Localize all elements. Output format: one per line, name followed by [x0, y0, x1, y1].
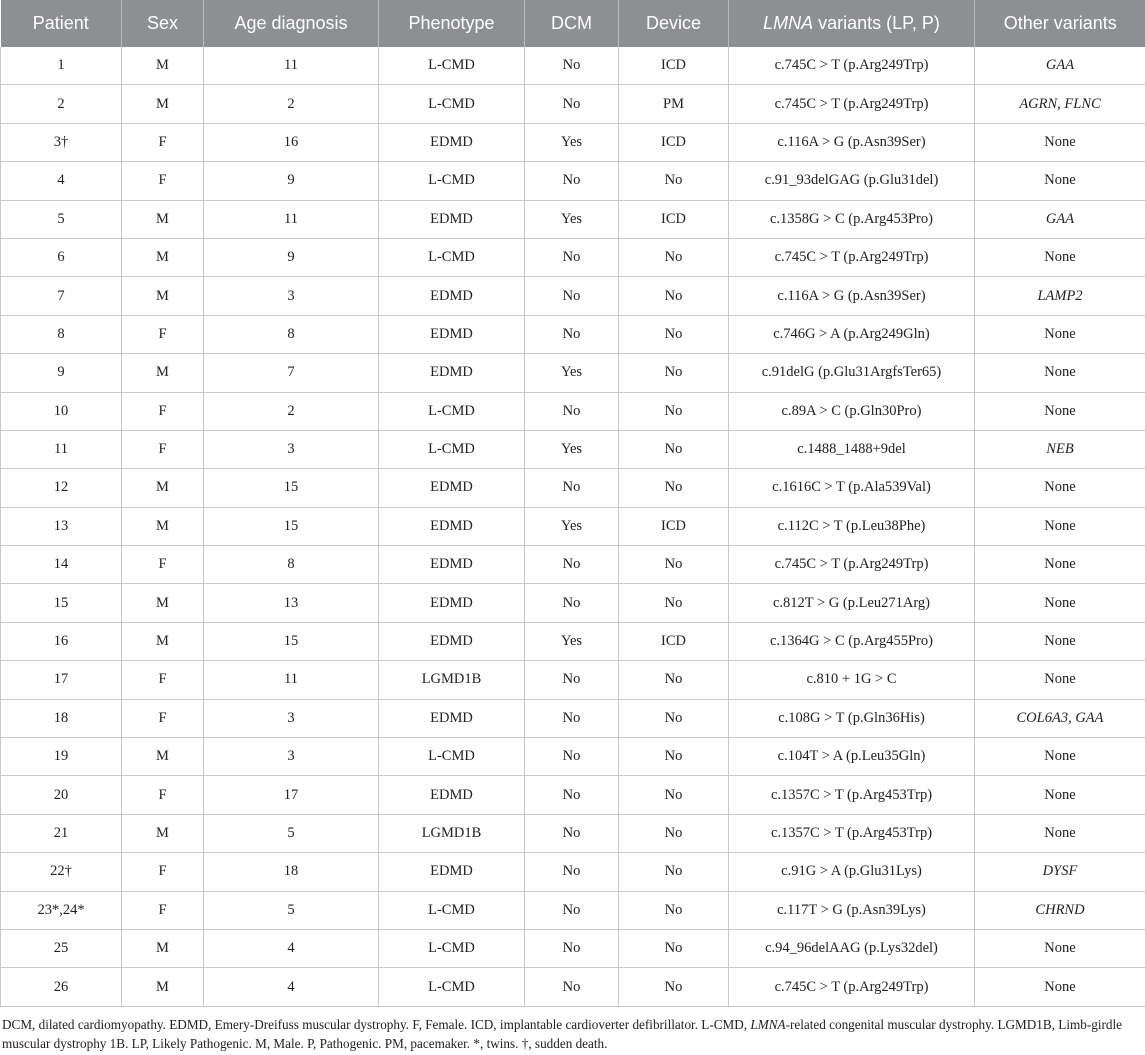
table-row — [1, 430, 1145, 468]
footnote-part2: -related congenital muscular dystrophy. LGMD1B, Limb-girdle muscular dystrophy 1B. LP, Likely Pathogenic. M, Male. P, Pathogenic. PM, pacemaker. *, twins. †, sudden death. — [2, 1017, 1123, 1051]
cell-other: None — [975, 162, 1145, 200]
cell-lmna: c.1488_1488+9del — [729, 430, 975, 468]
cell-lmna: c.104T > A (p.Leu35Gln) — [729, 738, 975, 776]
header-row — [1, 0, 1145, 47]
cell-patient: 26 — [1, 968, 122, 1006]
cell-other: None — [975, 469, 1145, 507]
cell-patient: 4 — [1, 162, 122, 200]
cell-dcm: No — [525, 469, 619, 507]
cell-device: No — [619, 354, 729, 392]
cell-age: 4 — [204, 929, 379, 967]
cell-phenotype: EDMD — [379, 469, 525, 507]
table-row — [1, 968, 1145, 1006]
cell-other: None — [975, 238, 1145, 276]
cell-patient: 12 — [1, 469, 122, 507]
header-patient: Patient — [1, 0, 122, 47]
cell-age: 2 — [204, 392, 379, 430]
cell-other: GAA — [975, 47, 1145, 85]
cell-dcm: No — [525, 546, 619, 584]
table-row — [1, 315, 1145, 353]
cell-lmna: c.745C > T (p.Arg249Trp) — [729, 238, 975, 276]
table-body — [1, 47, 1145, 1006]
header-device: Device — [619, 0, 729, 47]
table-row — [1, 891, 1145, 929]
header-lmna-suffix: variants (LP, P) — [813, 13, 940, 33]
cell-lmna: c.1357C > T (p.Arg453Trp) — [729, 814, 975, 852]
cell-dcm: Yes — [525, 123, 619, 161]
table-row — [1, 47, 1145, 85]
cell-device: ICD — [619, 123, 729, 161]
cell-other: None — [975, 315, 1145, 353]
cell-device: No — [619, 238, 729, 276]
cell-dcm: No — [525, 277, 619, 315]
cell-device: No — [619, 469, 729, 507]
cell-phenotype: LGMD1B — [379, 814, 525, 852]
table-row — [1, 277, 1145, 315]
cell-device: No — [619, 853, 729, 891]
cell-patient: 6 — [1, 238, 122, 276]
cell-device: No — [619, 891, 729, 929]
cell-age: 18 — [204, 853, 379, 891]
cell-other: None — [975, 123, 1145, 161]
cell-other: None — [975, 968, 1145, 1006]
cell-dcm: No — [525, 47, 619, 85]
cell-age: 8 — [204, 546, 379, 584]
cell-dcm: No — [525, 584, 619, 622]
cell-other: COL6A3, GAA — [975, 699, 1145, 737]
cell-other: NEB — [975, 430, 1145, 468]
header-dcm: DCM — [525, 0, 619, 47]
cell-other: LAMP2 — [975, 277, 1145, 315]
cell-dcm: No — [525, 814, 619, 852]
cell-lmna: c.108G > T (p.Gln36His) — [729, 699, 975, 737]
cell-age: 11 — [204, 47, 379, 85]
table-row — [1, 584, 1145, 622]
cell-device: ICD — [619, 47, 729, 85]
cell-other: AGRN, FLNC — [975, 85, 1145, 123]
cell-phenotype: EDMD — [379, 853, 525, 891]
cell-patient: 8 — [1, 315, 122, 353]
cell-other: None — [975, 546, 1145, 584]
cell-other: DYSF — [975, 853, 1145, 891]
cell-lmna: c.117T > G (p.Asn39Lys) — [729, 891, 975, 929]
table-footnote — [2, 1015, 1142, 1053]
cell-other: None — [975, 584, 1145, 622]
table-row — [1, 776, 1145, 814]
cell-phenotype: L-CMD — [379, 968, 525, 1006]
cell-age: 7 — [204, 354, 379, 392]
cell-lmna: c.116A > G (p.Asn39Ser) — [729, 277, 975, 315]
cell-sex: M — [122, 738, 204, 776]
cell-patient: 25 — [1, 929, 122, 967]
cell-phenotype: L-CMD — [379, 392, 525, 430]
table-row — [1, 661, 1145, 699]
cell-lmna: c.1358G > C (p.Arg453Pro) — [729, 200, 975, 238]
cell-device: No — [619, 546, 729, 584]
footnote-part1: DCM, dilated cardiomyopathy. EDMD, Emery-Dreifuss muscular dystrophy. F, Female. ICD, implantable cardioverter defibrillator. L-CMD, — [2, 1017, 751, 1032]
cell-lmna: c.1616C > T (p.Ala539Val) — [729, 469, 975, 507]
cell-phenotype: L-CMD — [379, 238, 525, 276]
cell-dcm: No — [525, 738, 619, 776]
cell-patient: 1 — [1, 47, 122, 85]
footnote-lmna: LMNA — [750, 1017, 786, 1032]
cell-phenotype: L-CMD — [379, 162, 525, 200]
cell-device: No — [619, 277, 729, 315]
cell-phenotype: L-CMD — [379, 738, 525, 776]
header-phenotype: Phenotype — [379, 0, 525, 47]
header-sex: Sex — [122, 0, 204, 47]
cell-other: CHRND — [975, 891, 1145, 929]
cell-other: None — [975, 507, 1145, 545]
cell-patient: 13 — [1, 507, 122, 545]
cell-phenotype: L-CMD — [379, 891, 525, 929]
cell-lmna: c.745C > T (p.Arg249Trp) — [729, 47, 975, 85]
cell-sex: M — [122, 622, 204, 660]
cell-dcm: No — [525, 661, 619, 699]
cell-lmna: c.1364G > C (p.Arg455Pro) — [729, 622, 975, 660]
cell-sex: M — [122, 200, 204, 238]
cell-phenotype: LGMD1B — [379, 661, 525, 699]
cell-sex: M — [122, 469, 204, 507]
cell-sex: M — [122, 238, 204, 276]
cell-patient: 2 — [1, 85, 122, 123]
cell-device: No — [619, 776, 729, 814]
cell-other: None — [975, 661, 1145, 699]
cell-patient: 16 — [1, 622, 122, 660]
cell-age: 9 — [204, 238, 379, 276]
cell-sex: F — [122, 162, 204, 200]
cell-device: No — [619, 738, 729, 776]
cell-device: ICD — [619, 622, 729, 660]
cell-age: 4 — [204, 968, 379, 1006]
cell-device: PM — [619, 85, 729, 123]
cell-sex: M — [122, 507, 204, 545]
cell-age: 3 — [204, 738, 379, 776]
cell-device: No — [619, 315, 729, 353]
cell-device: No — [619, 929, 729, 967]
header-other-variants: Other variants — [975, 0, 1145, 47]
cell-dcm: Yes — [525, 200, 619, 238]
cell-sex: M — [122, 584, 204, 622]
cell-lmna: c.812T > G (p.Leu271Arg) — [729, 584, 975, 622]
cell-age: 9 — [204, 162, 379, 200]
cell-lmna: c.116A > G (p.Asn39Ser) — [729, 123, 975, 161]
cell-phenotype: EDMD — [379, 699, 525, 737]
cell-patient: 18 — [1, 699, 122, 737]
cell-phenotype: EDMD — [379, 776, 525, 814]
cell-lmna: c.91_93delGAG (p.Glu31del) — [729, 162, 975, 200]
header-lmna-variants — [729, 0, 975, 47]
cell-sex: F — [122, 123, 204, 161]
cell-other: GAA — [975, 200, 1145, 238]
cell-dcm: No — [525, 968, 619, 1006]
cell-device: No — [619, 699, 729, 737]
cell-sex: F — [122, 392, 204, 430]
cell-lmna: c.89A > C (p.Gln30Pro) — [729, 392, 975, 430]
cell-lmna: c.91G > A (p.Glu31Lys) — [729, 853, 975, 891]
table-row — [1, 853, 1145, 891]
table-row — [1, 546, 1145, 584]
cell-age: 8 — [204, 315, 379, 353]
cell-lmna: c.745C > T (p.Arg249Trp) — [729, 968, 975, 1006]
table-row — [1, 123, 1145, 161]
cell-patient: 23*,24* — [1, 891, 122, 929]
cell-lmna: c.746G > A (p.Arg249Gln) — [729, 315, 975, 353]
table-row — [1, 354, 1145, 392]
cell-dcm: No — [525, 162, 619, 200]
cell-age: 11 — [204, 661, 379, 699]
cell-phenotype: EDMD — [379, 277, 525, 315]
table-row — [1, 469, 1145, 507]
cell-age: 15 — [204, 507, 379, 545]
cell-sex: M — [122, 968, 204, 1006]
cell-phenotype: EDMD — [379, 200, 525, 238]
cell-device: ICD — [619, 507, 729, 545]
cell-dcm: No — [525, 238, 619, 276]
cell-lmna: c.810 + 1G > C — [729, 661, 975, 699]
cell-sex: F — [122, 853, 204, 891]
cell-age: 13 — [204, 584, 379, 622]
cell-dcm: No — [525, 85, 619, 123]
cell-sex: M — [122, 929, 204, 967]
cell-lmna: c.94_96delAAG (p.Lys32del) — [729, 929, 975, 967]
cell-dcm: No — [525, 392, 619, 430]
cell-age: 5 — [204, 891, 379, 929]
cell-dcm: No — [525, 891, 619, 929]
cell-sex: M — [122, 354, 204, 392]
cell-dcm: No — [525, 699, 619, 737]
cell-lmna: c.112C > T (p.Leu38Phe) — [729, 507, 975, 545]
cell-device: No — [619, 814, 729, 852]
cell-patient: 5 — [1, 200, 122, 238]
cell-patient: 9 — [1, 354, 122, 392]
cell-device: No — [619, 430, 729, 468]
cell-phenotype: EDMD — [379, 354, 525, 392]
cell-sex: F — [122, 430, 204, 468]
cell-patient: 17 — [1, 661, 122, 699]
cell-device: No — [619, 968, 729, 1006]
cell-phenotype: L-CMD — [379, 85, 525, 123]
cell-age: 15 — [204, 469, 379, 507]
cell-sex: F — [122, 315, 204, 353]
cell-sex: M — [122, 85, 204, 123]
cell-age: 17 — [204, 776, 379, 814]
cell-dcm: No — [525, 315, 619, 353]
cell-patient: 22† — [1, 853, 122, 891]
cell-phenotype: L-CMD — [379, 47, 525, 85]
table-row — [1, 507, 1145, 545]
cell-sex: F — [122, 699, 204, 737]
cell-age: 15 — [204, 622, 379, 660]
header-age-diagnosis: Age diagnosis — [204, 0, 379, 47]
table-row — [1, 929, 1145, 967]
header-lmna-gene: LMNA — [763, 13, 814, 33]
cell-phenotype: L-CMD — [379, 929, 525, 967]
cell-patient: 10 — [1, 392, 122, 430]
cell-lmna: c.91delG (p.Glu31ArgfsTer65) — [729, 354, 975, 392]
cell-dcm: Yes — [525, 622, 619, 660]
cell-dcm: No — [525, 776, 619, 814]
cell-age: 3 — [204, 699, 379, 737]
cell-dcm: No — [525, 853, 619, 891]
cell-age: 3 — [204, 430, 379, 468]
table-row — [1, 162, 1145, 200]
cell-age: 11 — [204, 200, 379, 238]
cell-phenotype: EDMD — [379, 546, 525, 584]
cell-other: None — [975, 392, 1145, 430]
cell-patient: 20 — [1, 776, 122, 814]
cell-phenotype: EDMD — [379, 507, 525, 545]
cell-sex: F — [122, 776, 204, 814]
cell-phenotype: L-CMD — [379, 430, 525, 468]
cell-patient: 15 — [1, 584, 122, 622]
cell-phenotype: EDMD — [379, 315, 525, 353]
cell-device: No — [619, 584, 729, 622]
cell-device: No — [619, 661, 729, 699]
cell-patient: 14 — [1, 546, 122, 584]
cell-dcm: Yes — [525, 354, 619, 392]
cell-patient: 19 — [1, 738, 122, 776]
cell-lmna: c.745C > T (p.Arg249Trp) — [729, 85, 975, 123]
cell-lmna: c.1357C > T (p.Arg453Trp) — [729, 776, 975, 814]
cell-other: None — [975, 738, 1145, 776]
cell-device: ICD — [619, 200, 729, 238]
table-row — [1, 622, 1145, 660]
cell-patient: 21 — [1, 814, 122, 852]
cell-sex: M — [122, 277, 204, 315]
cell-sex: F — [122, 891, 204, 929]
cell-sex: F — [122, 546, 204, 584]
cell-other: None — [975, 776, 1145, 814]
cell-phenotype: EDMD — [379, 622, 525, 660]
cell-device: No — [619, 392, 729, 430]
cell-other: None — [975, 622, 1145, 660]
cell-other: None — [975, 814, 1145, 852]
cell-dcm: Yes — [525, 507, 619, 545]
cell-other: None — [975, 929, 1145, 967]
cell-patient: 11 — [1, 430, 122, 468]
cell-lmna: c.745C > T (p.Arg249Trp) — [729, 546, 975, 584]
cell-sex: M — [122, 47, 204, 85]
cell-age: 3 — [204, 277, 379, 315]
cell-age: 16 — [204, 123, 379, 161]
table-row — [1, 238, 1145, 276]
cell-phenotype: EDMD — [379, 584, 525, 622]
cell-device: No — [619, 162, 729, 200]
table-row — [1, 738, 1145, 776]
cell-age: 2 — [204, 85, 379, 123]
cell-patient: 7 — [1, 277, 122, 315]
table-row — [1, 699, 1145, 737]
table-row — [1, 85, 1145, 123]
cell-dcm: No — [525, 929, 619, 967]
cell-sex: F — [122, 661, 204, 699]
cell-age: 5 — [204, 814, 379, 852]
table-header — [1, 0, 1145, 47]
cell-phenotype: EDMD — [379, 123, 525, 161]
table-row — [1, 200, 1145, 238]
cell-other: None — [975, 354, 1145, 392]
cell-sex: M — [122, 814, 204, 852]
table-row — [1, 392, 1145, 430]
cell-patient: 3† — [1, 123, 122, 161]
cell-dcm: Yes — [525, 430, 619, 468]
table-row — [1, 814, 1145, 852]
